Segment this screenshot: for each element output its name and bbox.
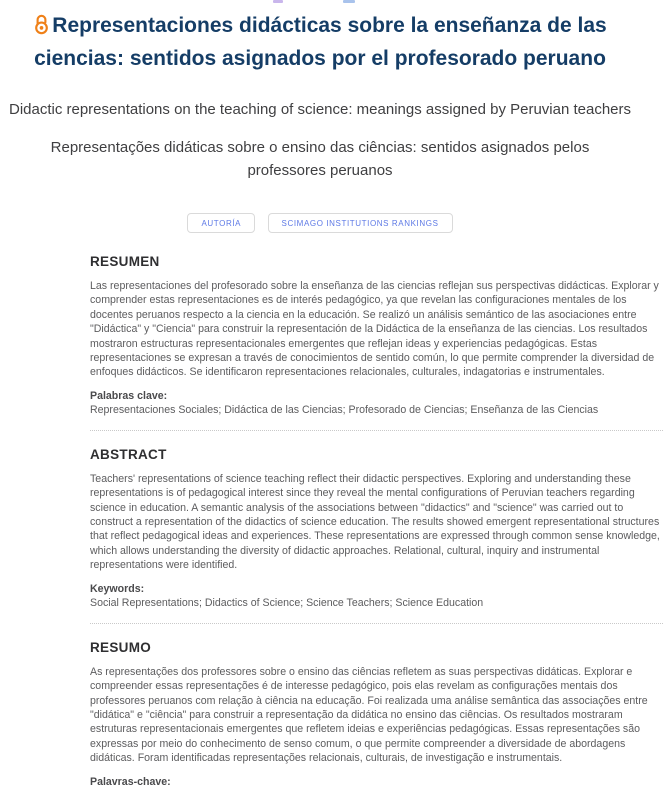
article-subtitle-portuguese: Representações didáticas sobre o ensino das ciências: sentidos asignados pelos professores peruanos (50, 139, 590, 179)
keywords-block (90, 582, 663, 610)
keywords-text: Representaciones Sociales; Didáctica de las Ciencias; Profesorado de Ciencias; Enseñanza de las Ciencias (90, 403, 599, 416)
keywords-label: Keywords: (90, 582, 145, 595)
abstracts-content (90, 254, 663, 789)
section-heading: RESUMO (90, 639, 152, 655)
action-button-row (0, 213, 665, 233)
keywords-block (90, 389, 663, 417)
scimago-rankings-button[interactable]: SCIMAGO INSTITUTIONS RANKINGS (268, 213, 453, 233)
section-heading: ABSTRACT (90, 446, 167, 462)
section-body: Teachers' representations of science teaching reflect their didactic perspectives. Exploring and understanding these representations is of pedagogical interest since they reveal the mental configurations of Peruvian teachers regarding science in education. A semantic analysis of the associations between "didactics" and "science" was carried out to construct a representation of the didactics of science education. The results showed emergent representational structures that reflect pedagogical ideas and experiences. These representations are expressed through common sense knowledge, which allows understanding the diversity of didactic approaches. Relational, cultural, inquiry and instrumental representations were identified. (90, 472, 660, 572)
keywords-block (90, 775, 663, 789)
section-body: As representações dos professores sobre o ensino das ciências refletem as suas perspectivas didáticas. Explorar e compreender essas representações é de interesse pedagógico, pois elas revelam as configurações mentais dos professores peruanos com relação à ciência na educação. Foi realizada uma análise semântica das associações entre "didática" e "ciência" para construir a representação da didática no ensino das ciências. Os resultados mostraram estruturas representacionais emergentes que refletem ideias e experiências pedagógicas. Essas representações são expressas por meio do conhecimento de senso comum, o que permite compreender a diversidade de abordagens didáticas. Foram identificadas representações relacionais, culturais, de investigação e instrumentais. (90, 665, 648, 765)
keywords-label: Palabras clave: (90, 389, 168, 402)
article-subtitle-english: Didactic representations on the teaching of science: meanings assigned by Peruvian teachers (8, 101, 632, 118)
section-heading: RESUMEN (90, 254, 160, 269)
abstract-section-abstract (90, 447, 663, 624)
abstract-section-resumo (90, 640, 663, 789)
keywords-text: Social Representations; Didactics of Science; Science Teachers; Science Education (90, 596, 484, 609)
abstract-section-resumen (90, 254, 663, 431)
open-access-icon[interactable] (33, 13, 50, 44)
article-title-text: Representaciones didácticas sobre la enseñanza de las ciencias: sentidos asignados por el profesorado peruano (34, 14, 607, 70)
keywords-label: Palavras-chave: (90, 775, 171, 788)
authorship-button[interactable]: AUTORÍA (187, 213, 255, 233)
page-title (8, 11, 633, 74)
section-body: Las representaciones del profesorado sobre la enseñanza de las ciencias reflejan sus perspectivas didácticas. Explorar y comprender estas representaciones es de interés pedagógico, ya que revelan las configuraciones mentales de los docentes peruanos respecto a la ciencia en la educación. Se realizó un análisis semántico de las asociaciones entre "Didáctica" y "Ciencia" para construir la representación de la Didáctica de la enseñanza de las ciencias. Los resultados mostraron estructuras representacionales emergentes que reflejan ideas y experiencias pedagógicas. Estas representaciones se expresan a través de conocimientos de sentido común, lo que permite comprender la diversidad de enfoques didácticos. Se identificaron representaciones relacionales, culturales, indagatorias e instrumentales. (90, 280, 659, 379)
